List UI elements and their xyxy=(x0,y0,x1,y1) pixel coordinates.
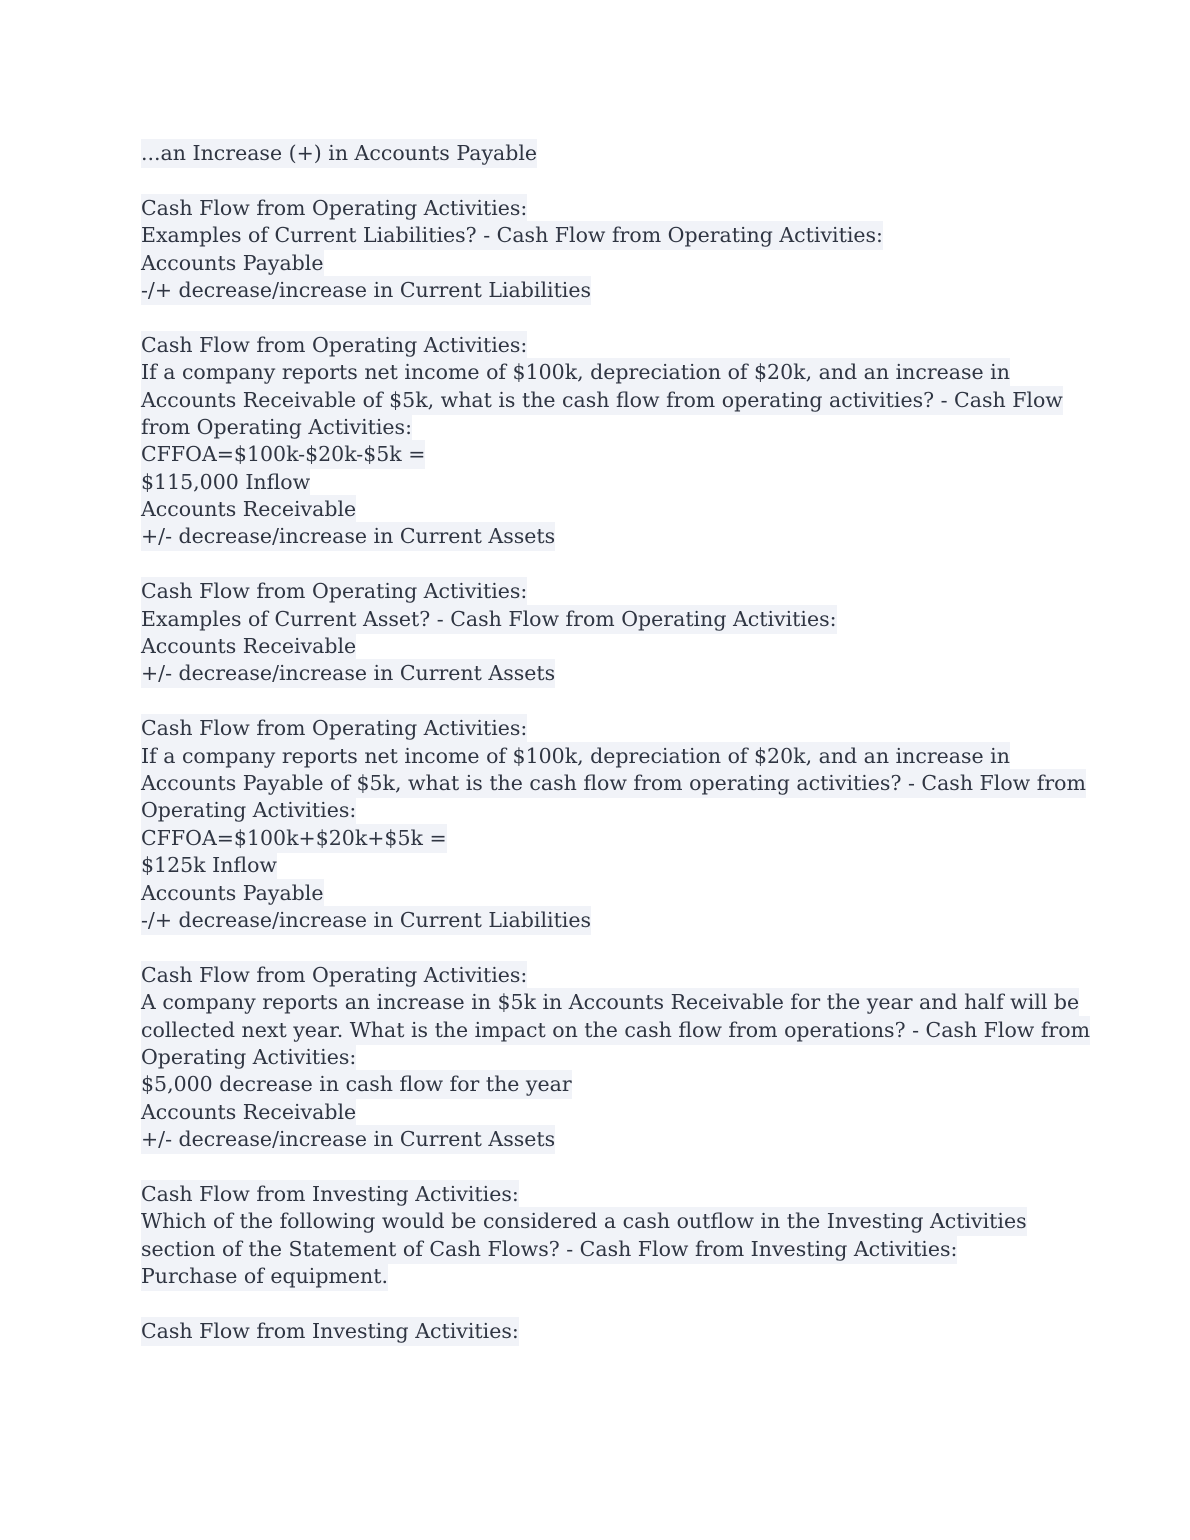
section-heading: Cash Flow from Investing Activities: xyxy=(141,1318,1061,1345)
text-line: A company reports an increase in $5k in Accounts Receivable for the year and half will be xyxy=(141,989,1061,1016)
section-heading: Cash Flow from Operating Activities: xyxy=(141,195,1061,222)
text-line: $5,000 decrease in cash flow for the year xyxy=(141,1071,1061,1098)
text-line: Accounts Payable of $5k, what is the cash flow from operating activities? - Cash Flow from xyxy=(141,770,1061,797)
text-line: +/- decrease/increase in Current Assets xyxy=(141,1126,1061,1153)
text-line: +/- decrease/increase in Current Assets xyxy=(141,660,1061,687)
section-heading: Cash Flow from Operating Activities: xyxy=(141,962,1061,989)
text-block xyxy=(141,715,1086,934)
text-block xyxy=(141,1318,1061,1345)
section-heading: Cash Flow from Investing Activities: xyxy=(141,1181,1061,1208)
text-line: CFFOA=$100k+$20k+$5k = xyxy=(141,825,1061,852)
text-line: -/+ decrease/increase in Current Liabilities xyxy=(141,907,1061,934)
text-line: Examples of Current Liabilities? - Cash Flow from Operating Activities: xyxy=(141,222,1061,249)
text-line: +/- decrease/increase in Current Assets xyxy=(141,523,1061,550)
text-line: -/+ decrease/increase in Current Liabilities xyxy=(141,277,1061,304)
text-line: ...an Increase (+) in Accounts Payable xyxy=(141,140,1061,167)
section-heading: Cash Flow from Operating Activities: xyxy=(141,715,1061,742)
section-heading: Cash Flow from Operating Activities: xyxy=(141,332,1061,359)
text-line: Purchase of equipment. xyxy=(141,1263,1061,1290)
text-line: Accounts Receivable of $5k, what is the cash flow from operating activities? - Cash Flow xyxy=(141,387,1061,414)
text-line: Accounts Receivable xyxy=(141,496,1061,523)
text-line: $125k Inflow xyxy=(141,852,1061,879)
text-line: If a company reports net income of $100k, depreciation of $20k, and an increase in xyxy=(141,359,1061,386)
text-block xyxy=(141,195,1061,305)
text-line: from Operating Activities: xyxy=(141,414,1061,441)
text-line: collected next year. What is the impact on the cash flow from operations? - Cash Flow from xyxy=(141,1017,1061,1044)
text-line: Which of the following would be considered a cash outflow in the Investing Activities xyxy=(141,1208,1061,1235)
text-line: CFFOA=$100k-$20k-$5k = xyxy=(141,441,1061,468)
text-line: Accounts Payable xyxy=(141,880,1061,907)
text-block xyxy=(141,332,1061,551)
text-line: Operating Activities: xyxy=(141,797,1061,824)
text-line: If a company reports net income of $100k, depreciation of $20k, and an increase in xyxy=(141,743,1061,770)
text-line: Accounts Receivable xyxy=(141,1099,1061,1126)
document-page xyxy=(141,140,1091,1345)
text-block xyxy=(141,1181,1061,1291)
text-line: Operating Activities: xyxy=(141,1044,1061,1071)
text-block xyxy=(141,962,1091,1154)
section-heading: Cash Flow from Operating Activities: xyxy=(141,578,1061,605)
text-line: $115,000 Inflow xyxy=(141,469,1061,496)
text-line: Accounts Payable xyxy=(141,250,1061,277)
text-block xyxy=(141,140,1061,167)
text-line: Accounts Receivable xyxy=(141,633,1061,660)
text-block xyxy=(141,578,1061,688)
text-line: section of the Statement of Cash Flows? - Cash Flow from Investing Activities: xyxy=(141,1236,1061,1263)
text-line: Examples of Current Asset? - Cash Flow from Operating Activities: xyxy=(141,606,1061,633)
